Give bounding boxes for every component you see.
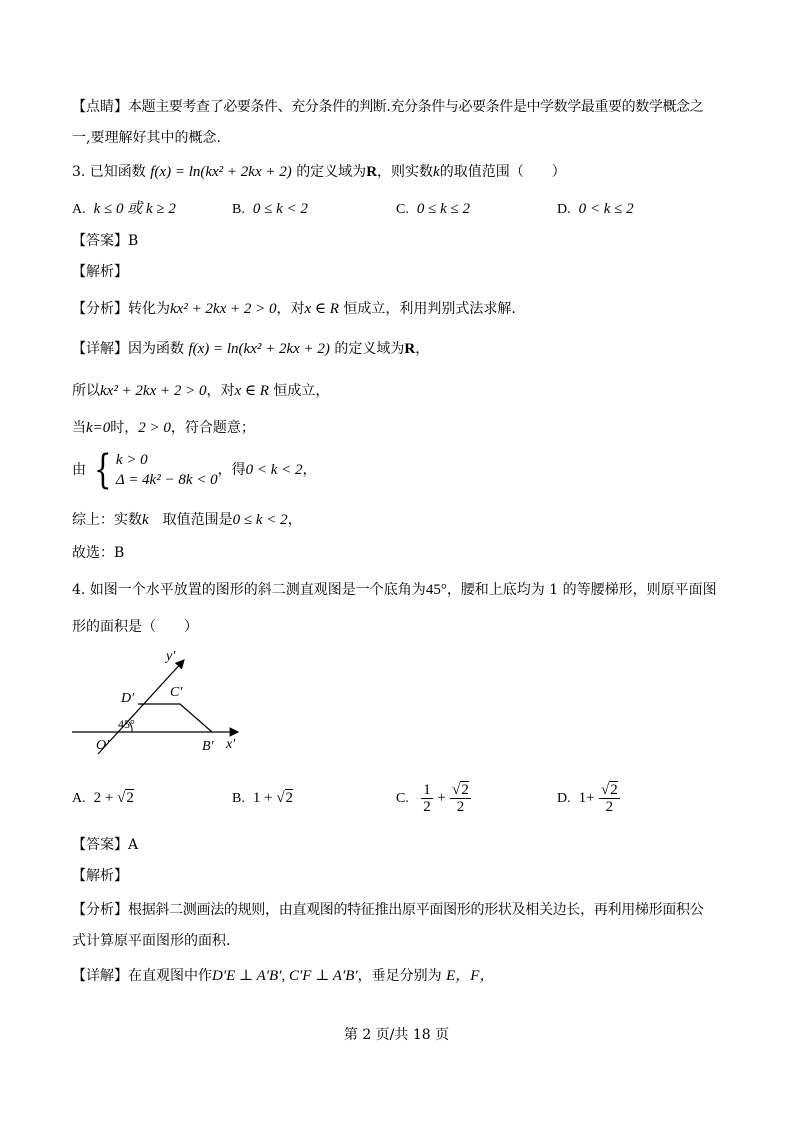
step2-c: ，符合题意； [170, 420, 255, 436]
option-value: 0 ≤ k ≤ 2 [416, 201, 470, 217]
sqrt-icon: √ [276, 790, 285, 806]
q4-stem-c: 形的面积是（ ） [72, 619, 198, 635]
sqrt-icon: √ [452, 781, 461, 798]
label-angle: 45° [118, 717, 135, 731]
option-label: D. [557, 791, 571, 806]
q3-step-4 [72, 510, 302, 530]
y-axis [98, 660, 184, 754]
option-value: 0 < k ≤ 2 [578, 201, 634, 217]
step4-c: ， [287, 512, 302, 528]
oblique-trapezoid-figure [70, 642, 260, 762]
step1-c: 恒成立， [273, 383, 330, 399]
q3-number: 3. 已知函数 [72, 164, 146, 180]
q3-option-b [232, 199, 308, 220]
fraction-sqrt2-half [450, 782, 471, 815]
q4-stem-a: 4. 如图一个水平放置的图形的斜二测直观图是一个底角为 [72, 582, 426, 598]
trapezoid-top [138, 704, 212, 732]
step3-a: 由 [72, 462, 86, 478]
option-b-root: 2 [285, 790, 294, 806]
step4-b: 取值范围是 [148, 512, 233, 528]
page-footer: 第 2 页/共 18 页 [343, 1027, 450, 1043]
q3-xiangjie [72, 339, 429, 359]
q4-option-c [396, 778, 471, 819]
fenxi-tag: 【分析】 [72, 902, 128, 918]
label-B: B′ [202, 739, 214, 754]
frac-num [450, 782, 471, 799]
dianjing-text-a: 本题主要考查了必要条件、充分条件的判断.充分条件与必要条件是中学数学最重要的数学概念之 [128, 99, 704, 115]
q4-analysis-tag [72, 866, 128, 886]
step4-a: 综上：实数 [72, 512, 142, 528]
q3-option-d [557, 199, 634, 220]
system-rows [116, 450, 218, 490]
answer-value: B [128, 233, 139, 249]
option-b-term: 1 + [252, 790, 277, 806]
label-D: D′ [121, 691, 135, 706]
system-row-2: Δ = 4k² − 8k < 0 [115, 472, 218, 488]
option-label: C. [396, 202, 409, 217]
xiangjie-tag: 【详解】 [72, 341, 128, 357]
q4-option-b [232, 788, 293, 809]
q3-option-a [72, 199, 176, 220]
q3-k: k [433, 164, 440, 180]
xj-c: ， [415, 341, 430, 357]
q3-R: R [366, 164, 378, 180]
q3-function: f(x) = ln(kx² + 2kx + 2) [150, 164, 292, 180]
step2-k: k=0 [86, 420, 111, 436]
q4-option-a [72, 788, 134, 809]
q3-step-5 [72, 543, 124, 563]
step4-k: k [142, 512, 149, 528]
q3-fenxi [72, 299, 516, 319]
label-C: C′ [170, 685, 183, 700]
xj-function: f(x) = ln(kx² + 2kx + 2) [188, 341, 330, 357]
fenxi-a: 根据斜二测画法的规则，由直观图的特征推出原平面图形的形状及相关边长，再利用梯形面积公 [128, 902, 704, 918]
frac-num-root: 2 [610, 781, 618, 798]
answer-tag: 【答案】 [72, 837, 128, 853]
fenxi-ineq: kx² + 2kx + 2 > 0 [170, 301, 277, 317]
answer-value: A [128, 837, 139, 853]
dianjing-tag: 【点睛】 [72, 99, 128, 115]
fenxi-tag: 【分析】 [72, 301, 128, 317]
option-label: A. [72, 202, 86, 217]
option-label: B. [232, 202, 245, 217]
dianjing-line-2 [72, 128, 221, 148]
label-y: y′ [166, 649, 176, 664]
option-label: B. [232, 791, 245, 806]
option-a-root: 2 [126, 790, 134, 806]
xj-expr: D′E ⊥ A′B′, C′F ⊥ A′B′ [212, 968, 358, 984]
fenxi-a: 转化为 [128, 301, 170, 317]
q3-tail: 的取值范围（ ） [439, 164, 566, 180]
dianjing-line-1 [72, 97, 703, 117]
analysis-tag: 【解析】 [72, 868, 128, 884]
plus-sign: + [437, 790, 446, 806]
label-O: O′ [96, 738, 110, 753]
xj-a: 在直观图中作 [128, 968, 212, 984]
step2-b: 时， [110, 420, 139, 436]
dianjing-text-b: 一,要理解好其中的概念. [72, 130, 221, 146]
frac-den: 2 [456, 798, 465, 815]
fenxi-x: x ∈ R [304, 301, 339, 317]
step2-a: 当 [72, 420, 86, 436]
answer-tag: 【答案】 [72, 233, 128, 249]
fraction-half [421, 782, 433, 815]
inequality-system [90, 447, 218, 493]
brace-icon: { [94, 447, 113, 493]
q3-step-1 [72, 381, 329, 401]
fenxi-b: ，对 [276, 301, 305, 317]
frac-num-root: 2 [461, 781, 469, 798]
frac-num: 1 [423, 781, 431, 798]
q3-conclusion: 故选：B [72, 545, 125, 561]
xj-R: R [404, 341, 416, 357]
q3-answer [72, 231, 138, 251]
frac-den: 2 [605, 798, 614, 815]
option-value: k ≤ 0 或 k ≥ 2 [93, 201, 176, 217]
q4-fenxi-line-1 [72, 900, 703, 920]
sqrt-icon: √ [601, 781, 610, 798]
q3-mid: 的定义域为 [296, 164, 367, 180]
frac-den: 2 [423, 798, 431, 815]
q4-xiangjie [72, 966, 494, 986]
option-label: C. [396, 791, 409, 806]
q4-angle: 45° [425, 582, 447, 598]
step1-a: 所以 [72, 383, 100, 399]
label-x: x′ [226, 737, 236, 752]
option-a-term: 2 + [93, 790, 118, 806]
q4-stem-line-1 [72, 580, 717, 600]
xj-c: E，F， [446, 968, 495, 984]
fenxi-b: 式计算原平面图形的面积． [72, 933, 240, 949]
option-label: A. [72, 791, 86, 806]
xj-b: 的定义域为 [334, 341, 405, 357]
q4-answer [72, 835, 138, 855]
xiangjie-tag: 【详解】 [72, 968, 128, 984]
q3-step-3 [72, 448, 317, 492]
xj-b: ，垂足分别为 [357, 968, 442, 984]
step3-b: ，得 [217, 462, 246, 478]
option-value: 0 ≤ k < 2 [252, 201, 308, 217]
step1-b: ，对 [206, 383, 235, 399]
q4-stem-line-2 [72, 617, 198, 637]
sqrt-icon: √ [117, 790, 126, 806]
step3-result: 0 < k < 2 [245, 462, 303, 478]
xj-a: 因为函数 [128, 341, 184, 357]
q3-option-c [396, 199, 470, 220]
option-d-term: 1+ [578, 790, 595, 806]
q4-option-d [557, 778, 620, 819]
q3-analysis-tag [72, 262, 128, 282]
analysis-tag: 【解析】 [72, 264, 128, 280]
fraction-sqrt2-half [599, 782, 620, 815]
system-row-1: k > 0 [115, 452, 148, 468]
option-label: D. [557, 202, 571, 217]
step2-ineq: 2 > 0 [138, 420, 171, 436]
frac-num [599, 782, 620, 799]
q3-stem [72, 162, 566, 182]
step4-result: 0 ≤ k < 2 [232, 512, 288, 528]
q4-stem-b: ，腰和上底均为 1 的等腰梯形，则原平面图 [446, 582, 717, 598]
q4-fenxi-line-2 [72, 931, 240, 951]
step1-ineq: kx² + 2kx + 2 > 0 [100, 383, 207, 399]
q3-mid2: ，则实数 [377, 164, 434, 180]
step1-x: x ∈ R [234, 383, 269, 399]
step3-c: ， [302, 462, 317, 478]
q3-step-2 [72, 418, 255, 438]
fenxi-c: 恒成立，利用判别式法求解. [343, 301, 516, 317]
